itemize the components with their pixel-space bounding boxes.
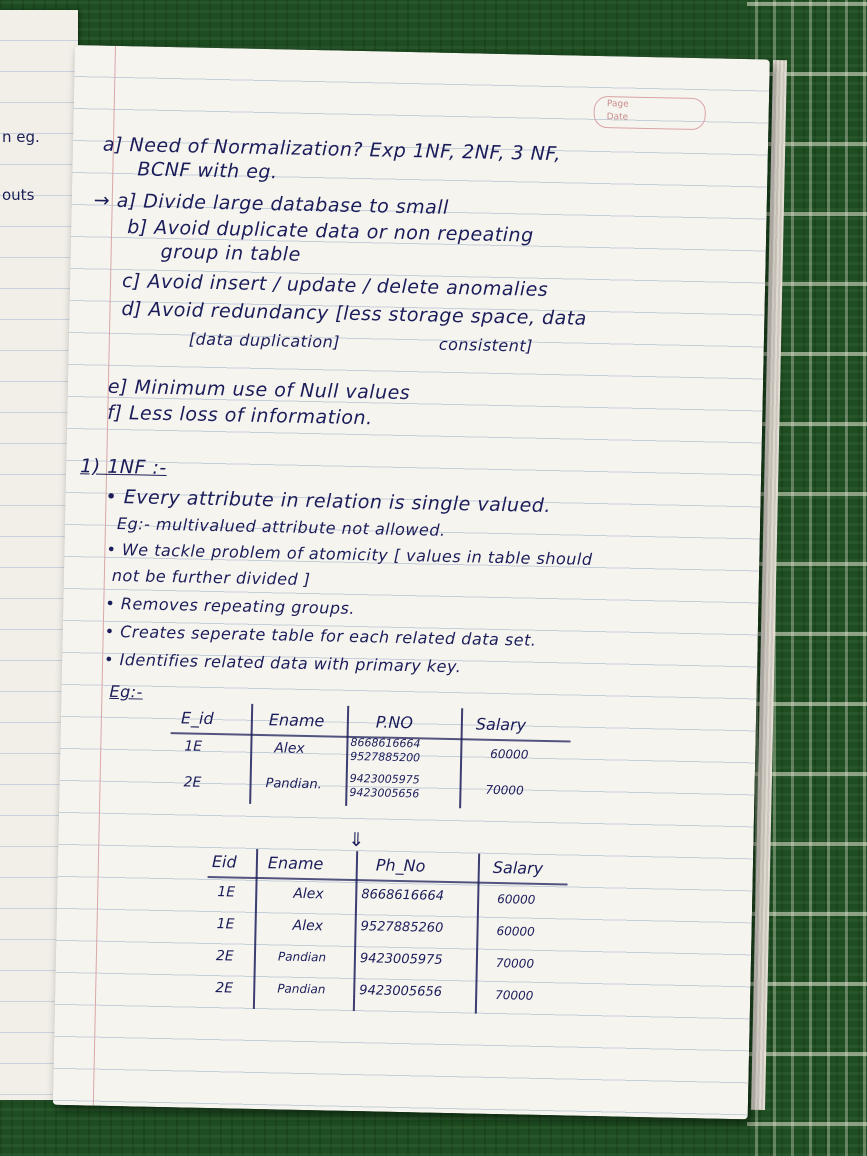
table-cell: 70000: [495, 956, 535, 971]
table-cell: 9423005975: [359, 951, 443, 968]
table-cell: 60000: [496, 924, 535, 939]
table-cell: 60000: [490, 746, 529, 762]
table-cell: 2E: [215, 980, 234, 997]
inf-point-1-example: Eg:- multivalued attribute not allowed.: [116, 513, 446, 540]
point-b-cont: group in table: [160, 240, 302, 266]
inf-point-5: • Identifies related data with primary key.: [103, 649, 462, 677]
table-cell: 8668616664: [350, 735, 421, 751]
inf-heading: 1) 1NF :-: [79, 455, 167, 480]
previous-page-text: n eg.: [2, 128, 40, 146]
table-cell: Pandian.: [265, 776, 322, 793]
inf-point-4: • Creates seperate table for each related data set.: [104, 621, 537, 650]
point-d-note-1: [data duplication]: [188, 329, 341, 352]
down-arrow: ⇓: [348, 828, 366, 852]
question-line-1: a] Need of Normalization? Exp 1NF, 2NF, 3 NF,: [102, 133, 562, 166]
table-cell: 1E: [216, 916, 235, 933]
inf-point-3: • Removes repeating groups.: [105, 593, 356, 618]
table-divider: [249, 704, 253, 804]
table-cell: 70000: [495, 988, 534, 1003]
table-header: E_id: [180, 708, 214, 729]
table-unnormalized: [169, 702, 591, 821]
table-cell: 9527885200: [350, 749, 421, 765]
table-cell: 60000: [497, 892, 536, 907]
table-header: Salary: [492, 857, 544, 878]
table-header: Salary: [475, 714, 527, 735]
table-divider: [253, 849, 258, 1009]
table-cell: 2E: [183, 774, 202, 791]
inf-point-2: • We tackle problem of atomicity [ values in table should: [106, 539, 593, 569]
table-cell: 1E: [217, 884, 236, 901]
page-label: Page: [606, 99, 629, 110]
point-c: c] Avoid insert / update / delete anomalies: [121, 270, 549, 301]
table-header-rule: [208, 876, 568, 886]
point-e: e] Minimum use of Null values: [107, 375, 411, 405]
table-cell: Alex: [292, 917, 324, 935]
inf-point-2-cont: not be further divided ]: [111, 565, 311, 590]
table-header: P.NO: [375, 712, 414, 733]
table-header: Ename: [267, 853, 324, 874]
table-cell: Pandian: [277, 981, 326, 997]
table-cell: 2E: [215, 948, 234, 965]
table-cell: 70000: [485, 782, 524, 798]
table-cell: 9423005975: [349, 771, 420, 787]
page-date-stamp: [593, 96, 706, 130]
table-cell: 9423005656: [349, 785, 420, 801]
table-cell: 1E: [184, 738, 203, 755]
table-divider: [475, 854, 480, 1014]
notebook-page: [53, 45, 770, 1119]
question-line-2: BCNF with eg.: [137, 158, 278, 184]
inf-point-1: • Every attribute in relation is single valued.: [105, 485, 552, 518]
table-header: Ph_No: [375, 855, 426, 876]
table-cell: Alex: [293, 885, 324, 903]
point-d-note-2: consistent]: [438, 334, 534, 356]
example-label: Eg:-: [109, 681, 144, 702]
table-cell: 9423005656: [359, 983, 443, 1000]
table-normalized: [205, 848, 608, 1026]
date-label: Date: [606, 112, 629, 123]
table-divider: [353, 851, 358, 1011]
table-header: Ename: [268, 710, 325, 731]
point-f: f] Less loss of information.: [107, 401, 373, 430]
table-cell: 8668616664: [361, 887, 445, 904]
table-cell: 9527885260: [360, 919, 444, 936]
table-divider: [459, 708, 463, 808]
point-a: → a] Divide large database to small: [93, 189, 450, 219]
table-header: Eid: [211, 852, 237, 872]
table-cell: Pandian: [277, 949, 327, 965]
point-d: d] Avoid redundancy [less storage space, data: [121, 298, 588, 330]
table-cell: Alex: [274, 740, 305, 757]
point-b: b] Avoid duplicate data or non repeating: [126, 216, 534, 247]
previous-page-text: outs: [2, 186, 35, 204]
